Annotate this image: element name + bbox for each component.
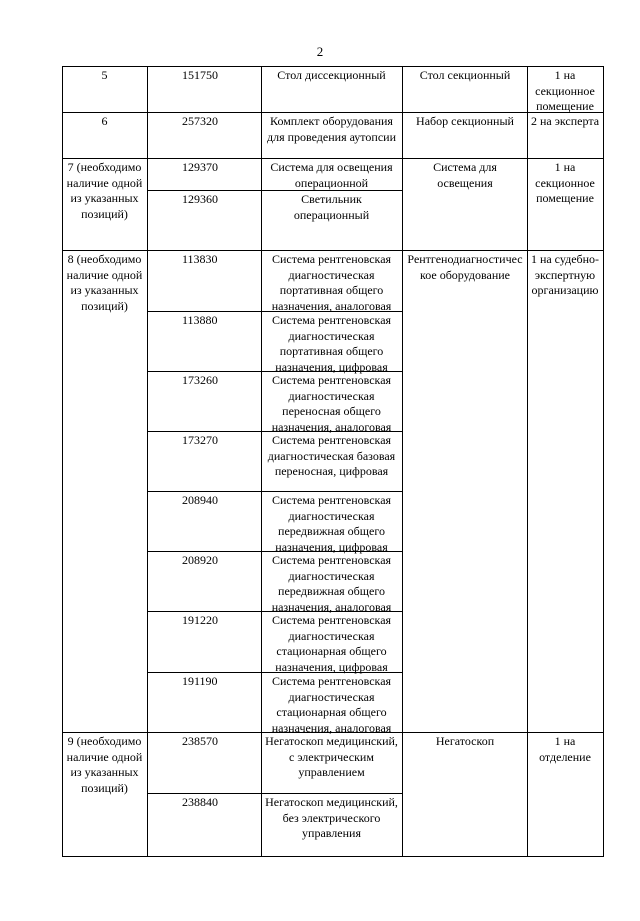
row-number: 7 (необходимо наличие одной из указанных позиций) — [66, 160, 143, 221]
equipment-type: Негатоскоп — [435, 734, 495, 748]
equipment-name: Система рентгеновская диагностическая стационарная общего назначения, аналоговая — [271, 674, 392, 735]
equipment-code: 208940 — [182, 493, 218, 507]
equipment-type: Набор секционный — [416, 114, 514, 128]
equipment-name: Светильник операционный — [293, 192, 370, 222]
equipment-name: Комплект оборудования для проведения аутопсии — [267, 114, 396, 144]
equipment-type: Стол секционный — [419, 68, 511, 82]
equipment-name: Негатоскоп медицинский, без электрического управления — [265, 795, 398, 840]
equipment-name: Система рентгеновская диагностическая базовая переносная, цифровая — [267, 433, 396, 478]
equipment-table — [62, 66, 604, 857]
equipment-code: 129370 — [182, 160, 218, 174]
equipment-code: 129360 — [182, 192, 218, 206]
equipment-code: 173260 — [182, 373, 218, 387]
required-quantity: 1 на секционное помещение — [535, 160, 595, 205]
equipment-type: Рентгенодиагностическое оборудование — [407, 252, 523, 282]
equipment-code: 208920 — [182, 553, 218, 567]
required-quantity: 1 на судебно-экспертную организацию — [530, 252, 600, 297]
equipment-name: Стол диссекционный — [277, 68, 386, 82]
required-quantity: 1 на секционное помещение — [535, 68, 595, 113]
required-quantity: 2 на эксперта — [530, 114, 600, 128]
equipment-code: 238570 — [182, 734, 218, 748]
equipment-code: 257320 — [182, 114, 218, 128]
equipment-name: Система рентгеновская диагностическая передвижная общего назначения, цифровая — [271, 493, 392, 554]
row-number: 9 (необходимо наличие одной из указанных позиций) — [66, 734, 143, 795]
equipment-name: Система для освещения операционной — [270, 160, 393, 190]
equipment-name: Система рентгеновская диагностическая портативная общего назначения, цифровая — [271, 313, 392, 374]
equipment-name: Негатоскоп медицинский, с электрическим управлением — [265, 734, 398, 779]
row-number: 8 (необходимо наличие одной из указанных позиций) — [66, 252, 143, 313]
row-number: 5 — [101, 68, 108, 82]
required-quantity: 1 на отделение — [539, 734, 591, 764]
equipment-code: 113830 — [182, 252, 218, 266]
page-number: 2 — [316, 44, 324, 59]
equipment-code: 191220 — [182, 613, 218, 627]
equipment-code: 238840 — [182, 795, 218, 809]
equipment-code: 151750 — [182, 68, 218, 82]
equipment-name: Система рентгеновская диагностическая передвижная общего назначения, аналоговая — [271, 553, 392, 614]
equipment-type: Система для освещения — [433, 160, 497, 190]
equipment-code: 113880 — [182, 313, 218, 327]
equipment-name: Система рентгеновская диагностическая портативная общего назначения, аналоговая — [271, 252, 392, 313]
equipment-code: 173270 — [182, 433, 218, 447]
equipment-name: Система рентгеновская диагностическая стационарная общего назначения, цифровая — [271, 613, 392, 674]
row-number: 6 — [101, 114, 108, 128]
equipment-code: 191190 — [182, 674, 218, 688]
equipment-name: Система рентгеновская диагностическая переносная общего назначения, аналоговая — [271, 373, 392, 434]
